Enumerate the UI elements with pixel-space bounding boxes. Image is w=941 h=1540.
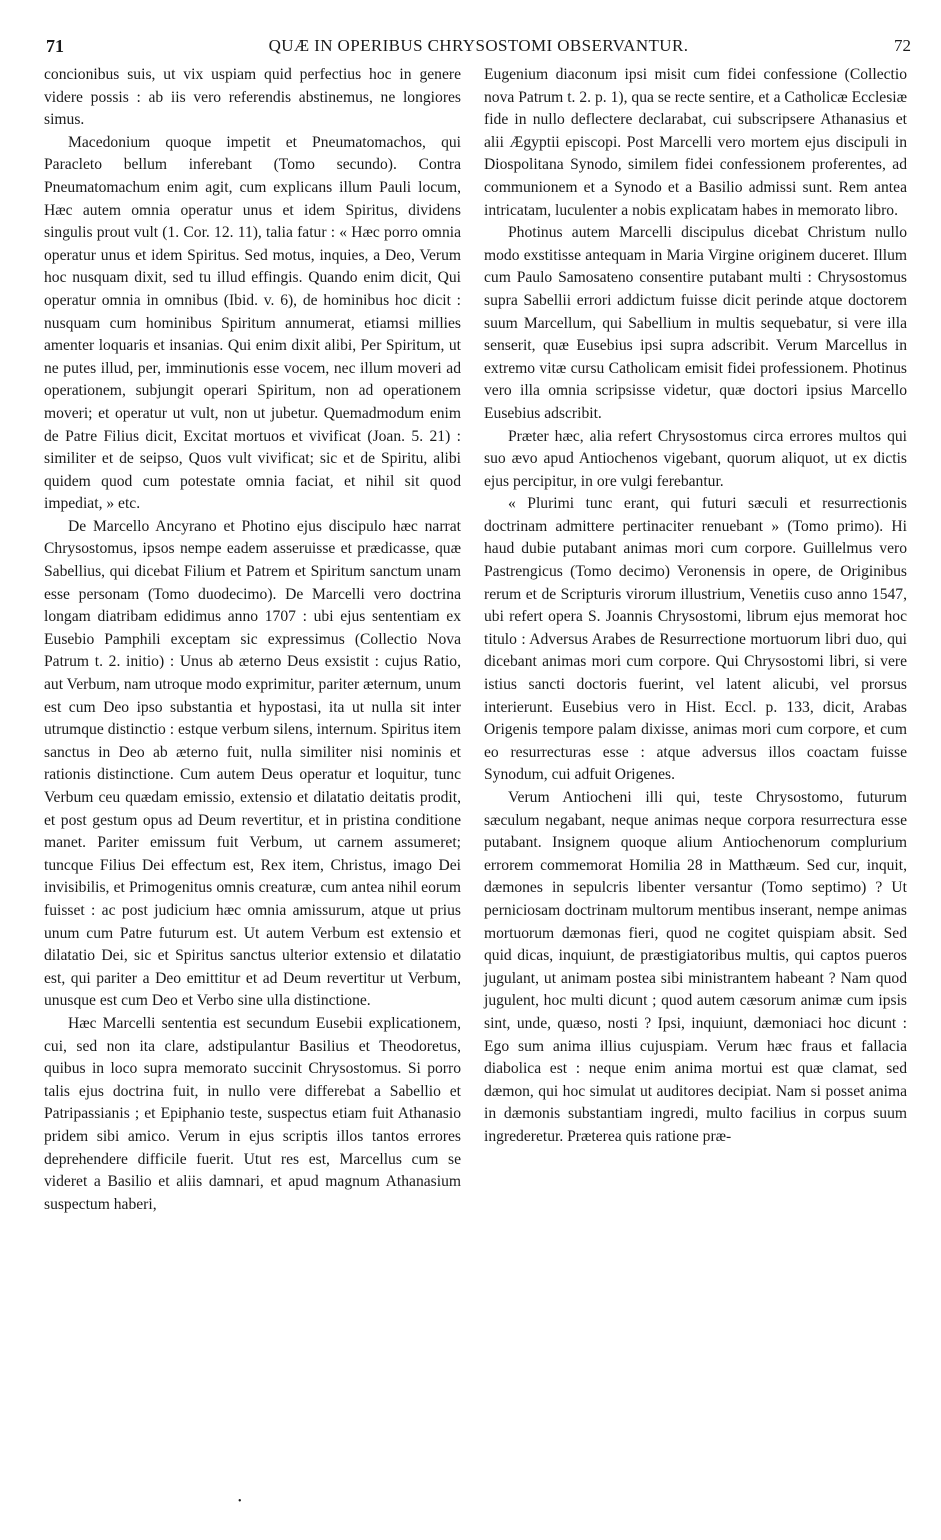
right-column — [484, 64, 907, 1149]
left-column — [44, 64, 461, 1216]
page-number-left: 71 — [46, 36, 64, 56]
paragraph: De Marcello Ancyrano et Photino ejus discipulo hæc narrat Chrysostomus, ipsos nempe eadem asseruisse et prædicasse, quæ Sabellius, qui dicebat Filium et Patrem et Spiritum sanctum unam esse personam (Tomo duodecimo). De Marcelli vero doctrina longam diatribam edidimus anno 1707 : ubi ejus sententiam ex Eusebio Pamphili exceptam sic expressimus (Collectio Nova Patrum t. 2. initio) : Unus ab æterno Deus exsistit : cujus Ratio, aut Verbum, nam utroque modo exprimitur, pariter æternum, unum est cum Deo ipso substantia et hypostasi, ita ut nulla sit inter utrumque distinctio : estque verbum silens, internum. Spiritus item sanctus in Deo ab æterno fuit, nulla similiter nisi nominis et rationis distinctione. Cum autem Deus operatur et loquitur, tunc Verbum ceu quædam emissio, extensio et dilatatio deitatis prodit, et post gestum opus ad Deum revertitur, et in pristina conditione manet. Pariter emissum fuit Verbum, ut carnem assumeret; tuncque Filius Dei effectum est, Rex item, Christus, imago Dei invisibilis, et Primogenitus omnis creaturæ, cum antea nihil eorum fuisset : ac post judicium hæc omnia amissurum, atque ut prius unum cum Patre futurum est. Ut autem Verbum est extensio et dilatatio Dei, sic et Spiritus sanctus ulterior extensio et dilatatio est, qui pariter a Deo emittitur et ad Deum revertitur ut Verbum, unusque est cum Deo et Verbo sine ulla distinctione. — [44, 517, 462, 1010]
paragraph: « Plurimi tunc erant, qui futuri sæculi et resurrectionis doctrinam admittere pertinaciter renuebant » (Tomo primo). Hi haud dubie putabant animas mori cum corpore. Guillelmus vero Pastrengicus (Tomo decimo) Veronensis in opere, de Originibus rerum et de Scripturis virorum illustrium, Venetiis cuso anno 1547, ubi refert opera S. Joannis Chrysostomi, librum ejus memorat hoc titulo : Adversus Arabes de Resurrectione mortuorum libri duo, qui dicebant animas mori cum corpore. Qui Chrysostomi libri, si vere istius sancti doctoris fuerint, vel latent alicubi, vel prorsus interierunt. Eusebius vero in Hist. Eccl. p. 133, dicit, Arabas Origenis tempore palam dixisse, animas mori cum corpore, et cum eo resurrecturas esse : atque adversus illos coactam fuisse Synodum, cui adfuit Origenes. — [484, 495, 907, 784]
page-number-right: 72 — [894, 36, 911, 55]
paragraph: Eugenium diaconum ipsi misit cum fidei confessione (Collectio nova Patrum t. 2. p. 1), qua se recte sentire, et a Catholicæ Ecclesiæ fide in nullo deflectere declarabat, cui subscripsere Athanasius et alii Ægyptii episcopi. Post Marcelli vero mortem ejus discipuli in Diospolitana Synodo, similem fidei confessionem proferentes, ad communionem et a Synodo et a Basilio admissi sunt. Rem antea intricatam, luculenter a nobis explicatam habes in memorato libro. — [484, 66, 907, 219]
running-title: QUÆ IN OPERIBUS CHRYSOSTOMI OBSERVANTUR. — [268, 36, 689, 55]
printer-mark-dot: • — [238, 1496, 242, 1507]
paragraph: Photinus autem Marcelli discipulus dicebat Christum nullo modo exstitisse antequam in Maria Virgine originem duceret. Illum cum Paulo Samosateno consentire putabant multi : Chrysostomus supra Sabellii errori addictum fuisse dicit perinde atque doctorem suum Marcellum, qui Sabellium in multis sequebatur, si vere illa senserit, quæ Eusebius ipsi supra adscribit. Verum Marcellus in extremo vitæ cursu Catholicam emisit fidei professionem. Photinus vero illa omnia scripsisse videtur, quæ doctori ipsius Marcello Eusebius adscribit. — [484, 224, 907, 422]
paragraph: Macedonium quoque impetit et Pneumatomachos, qui Paracleto bellum inferebant (Tomo secundo). Contra Pneumatomachum enim agit, cum explicans illum Pauli locum, Hæc autem omnia operatur unus et idem Spiritus, dividens singulis prout vult (1. Cor. 12. 11), talia fatur : « Hæc porro omnia operatur unus et idem Spiritus. Sed motus, inquies, a Deo, Verum hoc nusquam dixit, sed tu illud effingis. Quando enim dicit, Qui operatur omnia in omnibus (Ibid. v. 6), de hominibus hoc dicit : nusquam cum hominibus Spiritum annumerat, etiamsi millies amenter loquaris et insanias. Qui enim dixit alibi, Per Spiritum, ut ne putes illud, per, imminutionis esse vocem, nec illum moveri ad operationem, subjungit operari Spiritum, non ad operationem moveri; et operatur ut vult, non ut jubetur. Quemadmodum enim de Patre Filius dicit, Excitat mortuos et vivificat (Joan. 5. 21) : similiter et de seipso, Quos vult vivificat; sic et de Spiritu, alibi quidem quod cum potestate omnia faciat, et nihil sit quod impediat, » etc. — [44, 133, 461, 513]
paragraph: Hæc Marcelli sententia est secundum Eusebii explicationem, cui, sed non ita clare, adstipulantur Basilius et Theodoretus, quibus in loco supra memorato succinit Chrysostomus. Si porro talis ejus doctrina fuit, in nullo vere differebat a Sabellio et Patripassianis ; et Epiphanio teste, suspectus etiam fuit Athanasio pridem sibi amico. Verum in ejus scriptis illos tantos errores deprehendere difficile fuerit. Utut res est, Marcellus cum se videret a Basilio et aliis damnari, et apud magnum Athanasium suspectum haberi, — [44, 1014, 461, 1213]
page-header — [46, 36, 911, 58]
paragraph: concionibus suis, ut vix uspiam quid perfectius hoc in genere videre possis : ab iis vero referendis abstinemus, ne longiores simus. — [44, 66, 461, 129]
paragraph: Præter hæc, alia refert Chrysostomus circa errores multos qui suo ævo apud Antiochenos vigebant, quorum aliquot, ut ex dictis ejus percipitur, in ore vulgi ferebantur. — [484, 427, 907, 490]
paragraph: Verum Antiocheni illi qui, teste Chrysostomo, futurum sæculum negabant, neque animas neque corpora resurrectura esse putabant. Insignem quoque alium Antiochenorum complurium errorem commemorat Homilia 28 in Matthæum. Sed cur, inquit, dæmones in sepulcris libenter versantur (Tomo septimo) ? Ut perniciosam doctrinam multorum mentibus inserant, nempe animas mortuorum dæmonas fieri, quod ne cogitet quispiam absit. Sed quid dicas, inquiunt, de præstigiatoribus multis, qui captos pueros jugulant, ut animam postea sibi ministrantem habeant ? Nam quod jugulent, hoc multi dicunt ; quod autem cæsorum animæ cum ipsis sint, unde, quæso, nosti ? Ipsi, inquiunt, dæmoniaci hoc dicunt : Ego sum anima illius cujuspiam. Verum hæc fraus et fallacia diabolica est : neque enim anima mortui est quæ clamat, sed dæmon, qui hoc simulat ut auditores decipiat. Nam si posset anima in dæmonis substantiam ingredi, multo facilius in corpus suum ingrederetur. Præterea quis ratione præ- — [484, 789, 907, 1145]
